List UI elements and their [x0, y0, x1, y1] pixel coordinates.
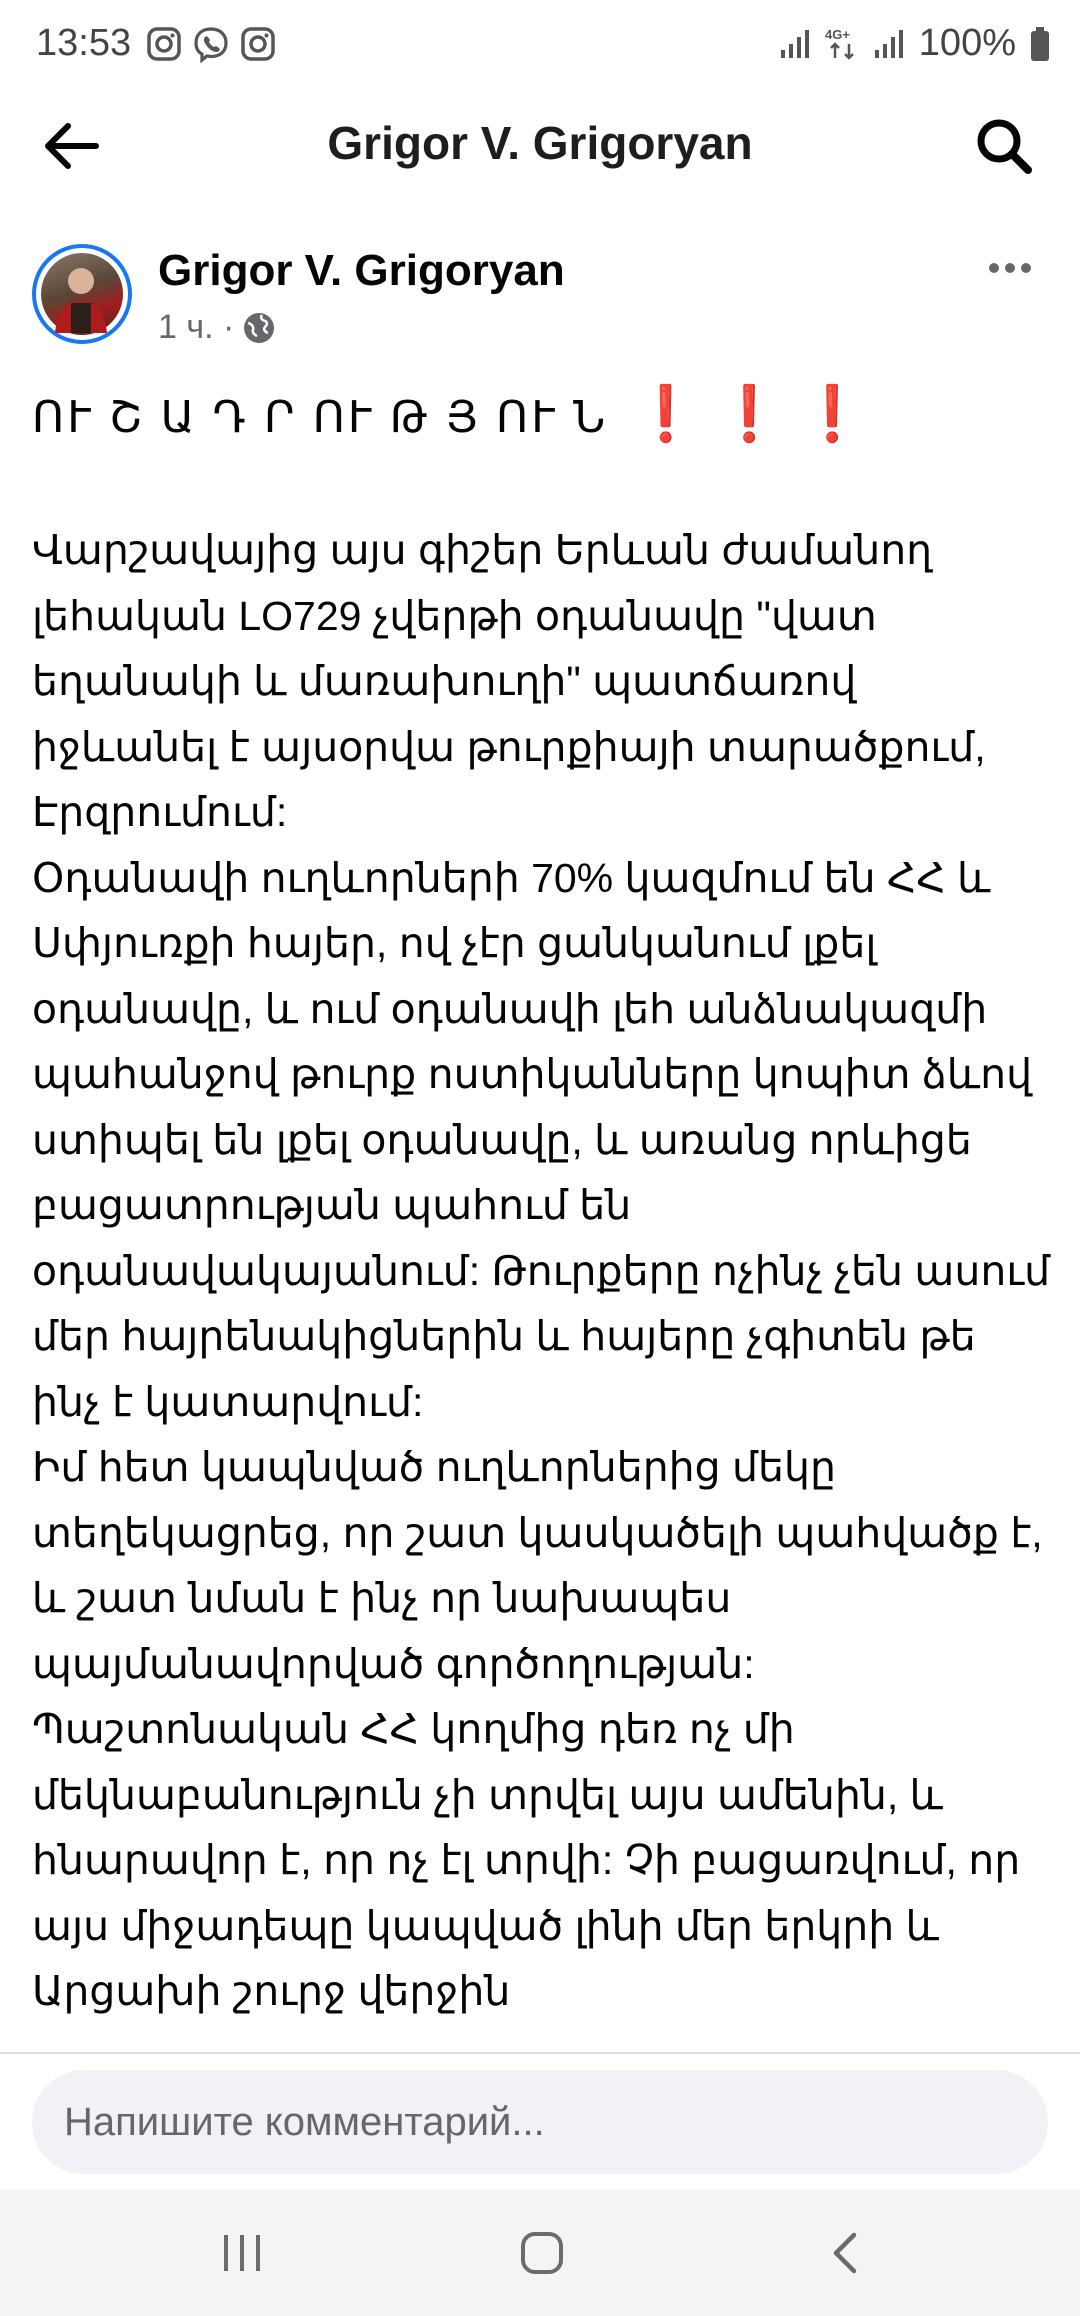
back-icon	[826, 2229, 866, 2277]
post-body	[32, 384, 1052, 2050]
network-icon	[825, 26, 859, 62]
comment-bar	[0, 2054, 1080, 2190]
avatar-photo	[41, 253, 123, 335]
recent-apps-button[interactable]	[202, 2218, 282, 2288]
exclamation-marks: ❗❗❗	[632, 384, 882, 444]
status-bar	[0, 0, 1080, 94]
post-author-name[interactable]: Grigor V. Grigoryan	[158, 246, 565, 295]
globe-icon	[242, 311, 276, 345]
more-dots-icon	[980, 248, 1040, 288]
post-headline	[32, 384, 1052, 468]
signal-icon	[779, 28, 811, 60]
system-nav-bar	[0, 2190, 1080, 2316]
svg-text:4G+: 4G+	[824, 26, 850, 42]
instagram-icon	[240, 26, 276, 64]
post-meta	[158, 308, 276, 347]
post-time[interactable]: 1 ч. ·	[158, 308, 235, 346]
instagram-icon	[146, 26, 182, 64]
home-button[interactable]	[502, 2218, 582, 2288]
home-icon	[518, 2229, 566, 2277]
page-title: Grigor V. Grigoryan	[327, 117, 753, 169]
status-time: 13:53	[36, 22, 132, 64]
post-text: Վարշավայից այս գիշեր Երևան ժամանող լեհական LO729 չվերթի օդանավը "վատ եղանակի և մառախուղի" պատճառով իջևանել է այսօրվա թուրքիայի տարածքում, Էրզրումում: Օդանավի ուղևորների 70% կազմում են ՀՀ և Սփյուռքի հայեր, ով չէր ցանկանում լքել օդանավը, և ում օդանավի լեհ անձնակազմի պահանջով թուրք ոստիկանները կոպիտ ձևով ստիպել են լքել օդանավը, և առանց որևիցե բացատրության պահում են օդանավակայանում: Թուրքերը ոչինչ չեն ասում մեր հայրենակիցներին և հայերը չգիտեն թե ինչ է կատարվում: Իմ հետ կապնված ուղևորներից մեկը տեղեկացրեց, որ շատ կասկածելի պահվածք է, և շատ նման է ինչ որ նախապես պայմանավորված գործողության: Պաշտոնական ՀՀ կողմից դեռ ոչ մի մեկնաբանություն չի տրվել այս ամենին, և հնարավոր է, որ ոչ էլ տրվի: Չի բացառվում, որ այս միջադեպը կապված լինի մեր երկրի և Արցախի շուրջ վերջին	[32, 527, 1051, 2014]
post-header	[0, 240, 1080, 370]
post-headline-text: ՈՒ Շ Ա Դ Ր ՈՒ Թ Յ ՈՒ Ն	[32, 393, 609, 442]
search-button[interactable]	[972, 114, 1036, 178]
status-indicators	[779, 22, 1050, 65]
page-header	[0, 94, 1080, 194]
nav-back-button[interactable]	[806, 2218, 886, 2288]
battery-percent: 100%	[918, 22, 1016, 64]
signal-icon	[873, 28, 905, 60]
viber-icon	[192, 26, 230, 64]
comment-input[interactable]	[32, 2070, 1048, 2174]
more-options-button[interactable]	[980, 248, 1040, 288]
avatar[interactable]	[32, 244, 132, 344]
status-app-icons	[146, 26, 276, 64]
battery-icon	[1030, 26, 1050, 62]
search-icon	[972, 114, 1036, 178]
recent-apps-icon	[218, 2231, 266, 2275]
